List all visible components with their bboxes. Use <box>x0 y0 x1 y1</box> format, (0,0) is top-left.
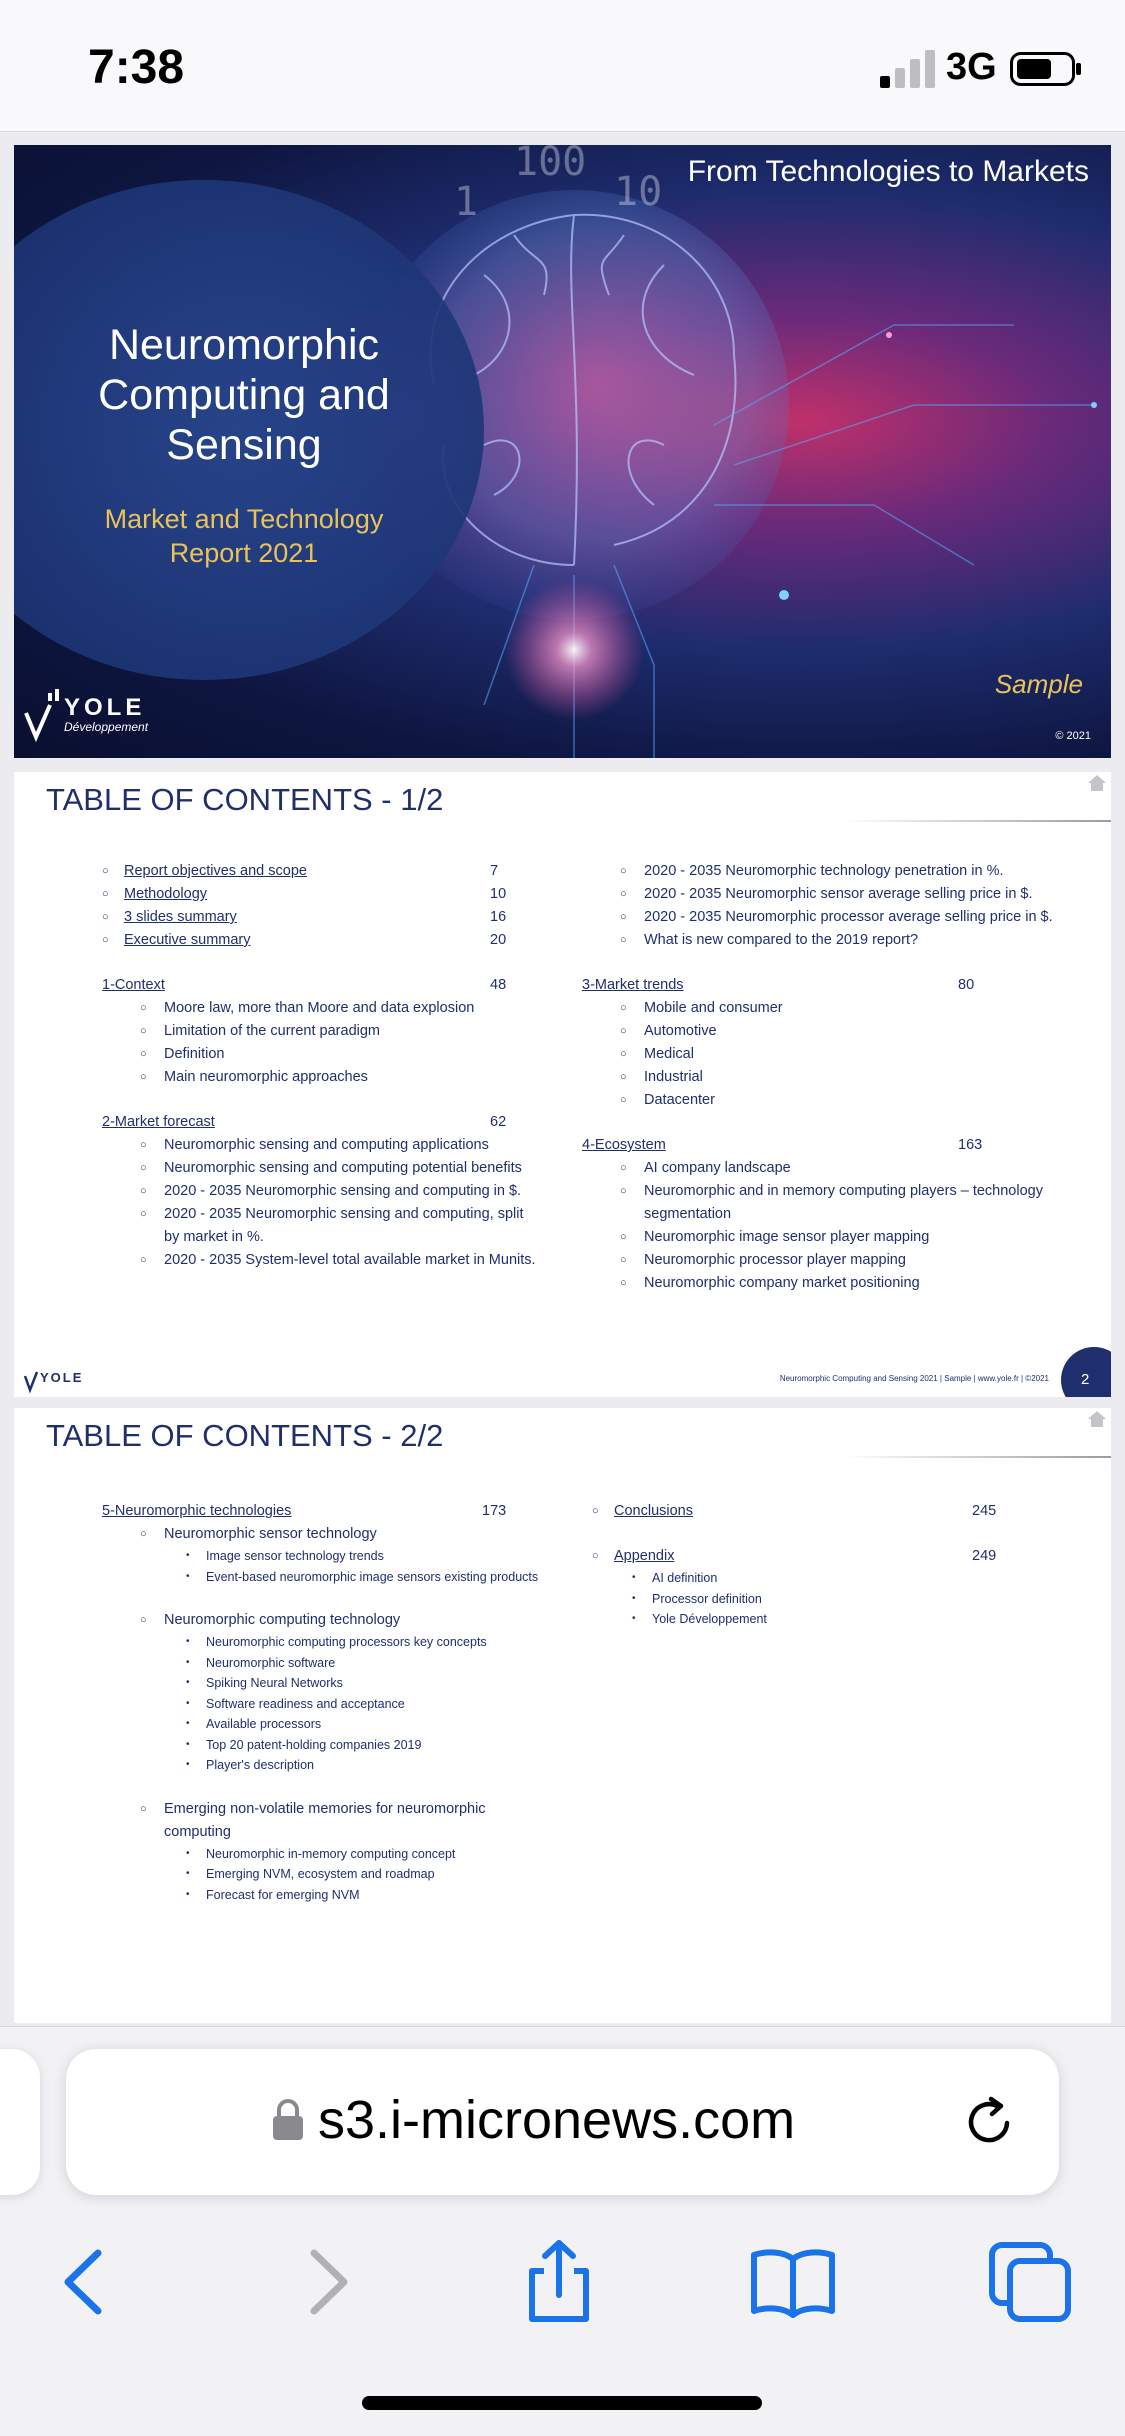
toc-1-left-column <box>102 860 536 1272</box>
toc-subitem-continuation <box>582 1203 1092 1226</box>
bullet-circle-icon: ○ <box>140 1071 147 1083</box>
url-text[interactable]: s3.i-micronews.com <box>318 2090 796 2150</box>
toc-subitem-label: Neuromorphic sensing and computing applications <box>164 1137 489 1153</box>
bullet-dot-icon: • <box>186 1677 190 1688</box>
toc-slide-1 <box>14 772 1111 1397</box>
toc-subitem <box>102 1066 522 1089</box>
toc-subitem-label: What is new compared to the 2019 report? <box>644 932 919 948</box>
svg-text:Développement: Développement <box>64 720 149 734</box>
lock-icon <box>271 2097 305 2141</box>
toc-subitem-label: Limitation of the current paradigm <box>164 1023 380 1039</box>
toc-bullet <box>102 1885 562 1906</box>
bullet-circle-icon: ○ <box>140 1002 147 1014</box>
svg-text:1: 1 <box>454 179 479 225</box>
toc-section[interactable] <box>102 974 522 997</box>
toc-page-number: 7 <box>490 863 499 879</box>
toc-bullet <box>102 1694 562 1715</box>
bullet-circle-icon: ○ <box>620 1185 627 1197</box>
bullet-dot-icon: • <box>186 1759 190 1770</box>
bullet-circle-icon: ○ <box>620 1071 627 1083</box>
toc-page-number: 20 <box>490 932 507 948</box>
toc-subitem <box>102 1798 562 1821</box>
toc-subitem <box>102 1203 522 1226</box>
bullet-dot-icon: • <box>186 1738 190 1750</box>
bullet-circle-icon: ○ <box>620 911 627 923</box>
cover-subtitle: Market and Technology Report 2021 <box>104 504 384 568</box>
bullet-circle-icon: ○ <box>140 1025 147 1037</box>
toc-subitem <box>582 1089 1092 1112</box>
title-rule <box>841 820 1111 822</box>
toc-subitem-label: 2020 - 2035 Neuromorphic sensing and computing in $. <box>164 1183 522 1199</box>
toc-entry[interactable] <box>102 906 522 929</box>
toc-subitem-label: by market in %. <box>164 1229 264 1245</box>
toc-subitem-label: Neuromorphic computing technology <box>164 1612 401 1628</box>
toc-entry-label[interactable]: 3 slides summary <box>124 909 237 925</box>
address-bar[interactable] <box>66 2049 1059 2195</box>
toc-bullet <box>102 1755 562 1776</box>
signal-icon <box>880 50 936 88</box>
toc-page-number: 48 <box>490 977 507 993</box>
toc-subitem-label: Main neuromorphic approaches <box>164 1069 368 1085</box>
toc-spacer <box>102 952 522 974</box>
bullet-circle-icon: ○ <box>102 888 109 900</box>
toc-subitem-label: 2020 - 2035 Neuromorphic processor average selling price in $. <box>644 909 1053 925</box>
toc-bullet-label: Software readiness and acceptance <box>206 1696 405 1711</box>
toc-bullet <box>102 1673 562 1694</box>
toc-section[interactable] <box>582 1134 1092 1157</box>
toc-section[interactable] <box>102 1500 562 1523</box>
svg-text:YOLE: YOLE <box>40 1370 84 1385</box>
toc-page-number: 245 <box>972 1503 997 1519</box>
bullet-circle-icon: ○ <box>140 1528 147 1540</box>
toc-subitem <box>102 1043 522 1066</box>
toc-bullet-label: Image sensor technology trends <box>206 1549 384 1563</box>
yole-logo <box>20 685 170 745</box>
toc-section-label[interactable]: 1-Context <box>102 977 165 993</box>
bullet-circle-icon: ○ <box>102 934 109 946</box>
page-number-badge: 2 <box>1061 1347 1111 1397</box>
bullet-circle-icon: ○ <box>140 1139 147 1151</box>
toc-spacer <box>582 1112 1092 1134</box>
bullet-circle-icon: ○ <box>620 1048 627 1060</box>
toc-section-label[interactable]: 4-Ecosystem <box>582 1137 666 1153</box>
bullet-circle-icon: ○ <box>620 1025 627 1037</box>
toc-subitem <box>102 1249 536 1272</box>
toc-bullet <box>592 1589 1012 1610</box>
toc-subitem-label: AI company landscape <box>644 1160 791 1176</box>
toc-entry[interactable] <box>592 1545 1012 1568</box>
bullet-circle-icon: ○ <box>620 1254 627 1266</box>
toc-subitem <box>582 997 1092 1020</box>
svg-text:100: 100 <box>514 145 587 185</box>
bullet-circle-icon: ○ <box>620 1002 627 1014</box>
bullet-dot-icon: • <box>186 1697 190 1709</box>
toc-subitem-label: Mobile and consumer <box>644 1000 783 1016</box>
toc-bullet-label: Emerging NVM, ecosystem and roadmap <box>206 1867 435 1881</box>
toc-entry-label[interactable]: Executive summary <box>124 932 251 948</box>
toc-2-left-column <box>102 1500 562 1905</box>
toc-bullet-label: Neuromorphic computing processors key concepts <box>206 1635 487 1649</box>
home-indicator <box>362 2396 762 2410</box>
toc-entry[interactable] <box>592 1500 1012 1523</box>
title-rule <box>841 1456 1111 1458</box>
toc-section[interactable] <box>582 974 1092 997</box>
toc-2-right-column <box>592 1500 1012 1630</box>
bullet-circle-icon: ○ <box>620 865 627 877</box>
toc-subitem-label: Datacenter <box>644 1092 715 1108</box>
toc-subitem-label: 2020 - 2035 Neuromorphic sensing and computing, split <box>164 1206 524 1222</box>
toc-subitem <box>582 1180 1092 1203</box>
toc-bullet <box>102 1864 562 1885</box>
toc-subitem <box>582 1020 1092 1043</box>
toc-bullet <box>102 1653 562 1674</box>
toc-bullet <box>102 1567 562 1588</box>
bullet-circle-icon: ○ <box>140 1802 147 1815</box>
svg-text:10: 10 <box>614 169 663 215</box>
toc-subitem-label: 2020 - 2035 Neuromorphic sensor average selling price in $. <box>644 886 1033 902</box>
browser-toolbar <box>0 2026 1125 2436</box>
toc-subitem-label: 2020 - 2035 Neuromorphic technology penetration in %. <box>644 863 1004 879</box>
toc-subitem-continuation <box>102 1226 522 1249</box>
toc-spacer <box>102 1776 562 1798</box>
slide-footer: Neuromorphic Computing and Sensing 2021 | Sample | www.yole.fr | ©2021 <box>779 1374 1049 1383</box>
bullet-circle-icon: ○ <box>620 1277 627 1289</box>
bookmarks-icon[interactable] <box>748 2237 838 2327</box>
toc-entry[interactable] <box>102 929 522 952</box>
toc-page-number: 173 <box>482 1503 507 1519</box>
bullet-circle-icon: ○ <box>140 1208 147 1220</box>
toc-1-right-column <box>582 860 1092 1295</box>
toc-bullet-label: Neuromorphic in-memory computing concept <box>206 1846 456 1861</box>
toc-subitem-label: Neuromorphic and in memory computing players – technology <box>644 1183 1043 1199</box>
toc-slide-2 <box>14 1408 1111 2023</box>
toc-page-number: 163 <box>958 1137 983 1153</box>
toc-bullet-label: Available processors <box>206 1717 322 1731</box>
bullet-circle-icon: ○ <box>140 1254 147 1266</box>
bullet-dot-icon: • <box>186 1868 190 1879</box>
toc-bullet-label: Forecast for emerging NVM <box>206 1887 360 1902</box>
toc-subitem <box>582 1043 1092 1066</box>
toc-page-number: 62 <box>490 1114 507 1130</box>
toc-subitem-label: Neuromorphic image sensor player mapping <box>644 1229 930 1245</box>
toc-spacer <box>592 1523 1012 1545</box>
toc-subitem <box>582 929 1092 952</box>
toc-subitem-continuation <box>102 1821 562 1844</box>
toc-subitem <box>582 1272 1092 1295</box>
toc-spacer <box>582 952 1092 974</box>
toc-subitem-label: Neuromorphic sensing and computing potential benefits <box>164 1160 522 1176</box>
toc-subitem-label: Definition <box>164 1046 225 1062</box>
toc-bullet <box>102 1714 562 1735</box>
toc-subitem <box>582 906 1092 929</box>
cover-slide <box>14 145 1111 758</box>
bullet-circle-icon: ○ <box>620 934 627 946</box>
toc-section-label[interactable]: 3-Market trends <box>582 977 684 993</box>
toc-page-number: 16 <box>490 909 507 925</box>
toc-bullet-label: Player's description <box>206 1758 314 1772</box>
bullet-dot-icon: • <box>632 1613 636 1624</box>
toc-page-number: 10 <box>490 886 507 902</box>
toc-bullet <box>102 1632 562 1653</box>
toc-subitem <box>102 1134 522 1157</box>
toc-subitem-label: Industrial <box>644 1069 703 1085</box>
toc-page-number: 249 <box>972 1548 997 1564</box>
toc-spacer <box>102 1587 562 1609</box>
toc-subitem <box>582 860 1092 883</box>
toc-bullet <box>102 1735 562 1756</box>
bullet-circle-icon: ○ <box>102 911 109 923</box>
toc-entry-label[interactable]: Appendix <box>614 1548 675 1564</box>
bullet-circle-icon: ○ <box>620 1231 627 1243</box>
toc-entry-label[interactable]: Methodology <box>124 886 208 902</box>
toc-subitem-label: Automotive <box>644 1023 717 1039</box>
toc-section-label[interactable]: 2-Market forecast <box>102 1114 215 1130</box>
bullet-circle-icon: ○ <box>620 888 627 900</box>
toc-title: TABLE OF CONTENTS - 2/2 <box>46 1418 444 1453</box>
toc-title: TABLE OF CONTENTS - 1/2 <box>46 782 444 817</box>
toc-bullet <box>592 1609 1012 1630</box>
toc-subitem <box>102 1609 562 1632</box>
toc-subitem-label: Neuromorphic company market positioning <box>644 1275 920 1291</box>
toc-subitem <box>102 997 522 1020</box>
status-time: 7:38 <box>88 41 185 94</box>
back-icon[interactable] <box>40 2237 130 2327</box>
bullet-dot-icon: • <box>186 1656 190 1668</box>
bullet-dot-icon: • <box>186 1847 190 1859</box>
svg-text:YOLE: YOLE <box>64 694 146 721</box>
toc-entry-label[interactable]: Report objectives and scope <box>124 863 307 879</box>
toc-entry[interactable] <box>102 883 522 906</box>
bullet-dot-icon: • <box>632 1572 636 1583</box>
cover-title: Neuromorphic Computing and Sensing <box>98 321 390 469</box>
toc-subitem-label: 2020 - 2035 System-level total available market in Munits. <box>164 1252 536 1268</box>
toc-section[interactable] <box>102 1111 522 1134</box>
toc-subitem <box>102 1157 522 1180</box>
status-bar <box>0 0 1125 132</box>
bullet-circle-icon: ○ <box>102 865 109 877</box>
toc-subitem-label: Moore law, more than Moore and data explosion <box>164 1000 475 1016</box>
toc-subitem <box>102 1020 522 1043</box>
toc-subitem <box>582 883 1092 906</box>
toc-spacer <box>102 1089 522 1111</box>
toc-subitem-label: Emerging non-volatile memories for neuromorphic <box>164 1800 486 1817</box>
toc-subitem <box>582 1226 1092 1249</box>
footer-logo-icon <box>22 1364 112 1394</box>
toc-subitem <box>102 1180 522 1203</box>
toc-subitem-label: Neuromorphic sensor technology <box>164 1526 377 1542</box>
battery-icon <box>1010 52 1082 86</box>
toc-bullet-label: Yole Développement <box>652 1612 767 1626</box>
home-icon[interactable] <box>1087 1410 1107 1428</box>
toc-entry-label[interactable]: Conclusions <box>614 1503 693 1519</box>
sample-label: Sample <box>994 669 1083 699</box>
bullet-circle-icon: ○ <box>592 1505 599 1517</box>
toc-bullet-label: Neuromorphic software <box>206 1655 336 1670</box>
toc-bullet-label: Event-based neuromorphic image sensors existing products <box>206 1569 539 1584</box>
toc-subitem-label: computing <box>164 1823 231 1840</box>
cover-tagline: From Technologies to Markets <box>687 155 1089 188</box>
bullet-circle-icon: ○ <box>620 1162 627 1174</box>
toc-subitem <box>102 1523 562 1546</box>
share-icon[interactable] <box>514 2237 604 2327</box>
toc-page-number: 80 <box>958 977 975 993</box>
toc-bullet <box>592 1568 1012 1589</box>
toc-bullet <box>102 1546 562 1567</box>
toc-section-label[interactable]: 5-Neuromorphic technologies <box>102 1503 292 1519</box>
bullet-circle-icon: ○ <box>140 1185 147 1197</box>
copyright: © 2021 <box>1055 730 1091 742</box>
bullet-circle-icon: ○ <box>620 1094 627 1106</box>
toc-bullet-label: Top 20 patent-holding companies 2019 <box>206 1737 422 1752</box>
bullet-circle-icon: ○ <box>592 1550 599 1562</box>
bullet-dot-icon: • <box>186 1636 190 1647</box>
previous-tab-peek[interactable] <box>0 2049 40 2195</box>
toc-subitem <box>582 1157 1092 1180</box>
toc-subitem-label: segmentation <box>644 1206 732 1222</box>
toc-bullet <box>102 1844 562 1865</box>
toc-subitem-label: Medical <box>644 1046 694 1062</box>
bullet-circle-icon: ○ <box>140 1162 147 1174</box>
bullet-dot-icon: • <box>632 1592 636 1604</box>
network-type: 3G <box>946 46 997 88</box>
toc-bullet-label: Processor definition <box>652 1591 762 1606</box>
bullet-circle-icon: ○ <box>140 1048 147 1060</box>
bullet-dot-icon: • <box>186 1888 190 1900</box>
bullet-dot-icon: • <box>186 1550 190 1561</box>
forward-icon[interactable] <box>282 2237 372 2327</box>
bullet-circle-icon: ○ <box>140 1614 147 1626</box>
home-icon[interactable] <box>1087 774 1107 792</box>
toc-entry[interactable] <box>102 860 522 883</box>
toc-bullet-label: Spiking Neural Networks <box>206 1676 343 1690</box>
toc-subitem-label: Neuromorphic processor player mapping <box>644 1252 906 1268</box>
bullet-dot-icon: • <box>186 1570 190 1582</box>
toc-bullet-label: AI definition <box>652 1571 718 1585</box>
bullet-dot-icon: • <box>186 1718 190 1729</box>
reload-icon[interactable] <box>961 2093 1019 2151</box>
tabs-icon[interactable] <box>986 2237 1076 2327</box>
toc-subitem <box>582 1066 1092 1089</box>
toc-subitem <box>582 1249 1092 1272</box>
